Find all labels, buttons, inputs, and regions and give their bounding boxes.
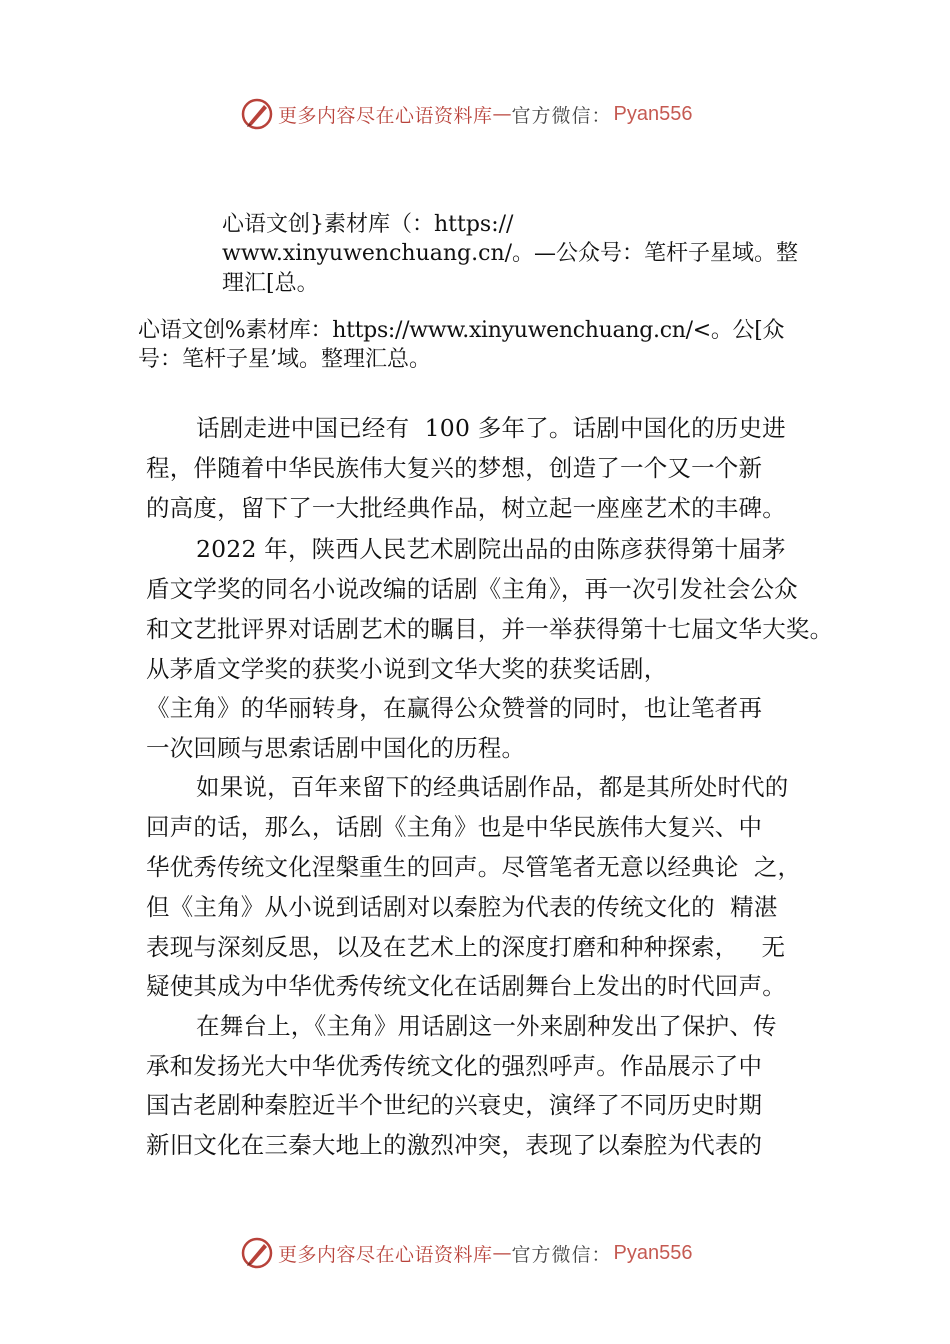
banner-text: 更多内容尽在心语资料库: [278, 1243, 493, 1266]
paragraph-line: 的高度，留下了一大批经典作品，树立起一座座艺术的丰碑。: [146, 494, 786, 522]
watermark-line: 心语文创}素材库（：https://: [222, 212, 514, 237]
paragraph-line: 如果说，百年来留下的经典话剧作品，都是其所处时代的: [196, 773, 789, 801]
paragraph-line: 国古老剧种秦腔近半个世纪的兴衰史，演绎了不同历史时期: [146, 1091, 763, 1119]
paragraph-line: 程，伴随着中华民族伟大复兴的梦想，创造了一个又一个新: [146, 454, 763, 482]
paragraph-line: 表现与深刻反思，以及在艺术上的深度打磨和种种探索， 无: [146, 933, 786, 961]
pen-logo-icon: [240, 97, 274, 131]
pen-logo-icon: [240, 1236, 274, 1270]
paragraph-line: 在舞台上，《主角》用话剧这一外来剧种发出了保护、传: [196, 1012, 777, 1040]
wechat-label: 官方微信：: [511, 104, 612, 127]
wechat-id: Pyan556: [613, 1241, 693, 1264]
wechat-id: Pyan556: [613, 102, 693, 125]
paragraph-line: 但《主角》从小说到话剧对以秦腔为代表的传统文化的 精湛: [146, 893, 778, 921]
paragraph-line: 新旧文化在三秦大地上的激烈冲突，表现了以秦腔为代表的: [146, 1131, 763, 1159]
paragraph-line: 疑使其成为中华优秀传统文化在话剧舞台上发出的时代回声。: [146, 972, 786, 1000]
watermark-line: 理汇[总。: [222, 271, 319, 296]
paragraph-line: 话剧走进中国已经有 100 多年了。话剧中国化的历史进: [196, 414, 786, 442]
paragraph-line: 和文艺批评界对话剧艺术的瞩目，并一举获得第十七届文华大奖。: [146, 615, 834, 643]
banner-dash: —: [492, 103, 512, 125]
banner-text: 更多内容尽在心语资料库: [278, 104, 493, 127]
watermark-line: www.xinyuwenchuang.cn/。—公众号：笔杆子星域。整: [222, 241, 799, 266]
paragraph-line: 2022 年，陕西人民艺术剧院出品的由陈彦获得第十届茅: [196, 535, 786, 563]
paragraph-line: 回声的话，那么，话剧《主角》也是中华民族伟大复兴、中: [146, 813, 763, 841]
wechat-label: 官方微信：: [511, 1243, 612, 1266]
banner-dash: —: [492, 1242, 512, 1264]
paragraph-line: 华优秀传统文化涅槃重生的回声。尽管笔者无意以经典论 之，: [146, 853, 802, 881]
paragraph-line: 盾文学奖的同名小说改编的话剧《主角》，再一次引发社会公众: [146, 575, 798, 603]
paragraph-line: 一次回顾与思索话剧中国化的历程。: [146, 734, 526, 762]
paragraph-line: 《主角》的华丽转身，在赢得公众赞誉的同时，也让笔者再: [146, 694, 763, 722]
footer-banner: [240, 1233, 693, 1273]
paragraph-line: 从茅盾文学奖的获奖小说到文华大奖的获奖话剧，: [146, 655, 668, 683]
watermark-line: 心语文创%素材库：https://www.xinyuwenchuang.cn/<。公[众: [138, 318, 785, 343]
paragraph-line: 承和发扬光大中华优秀传统文化的强烈呼声。作品展示了中: [146, 1052, 763, 1080]
header-banner: [240, 94, 693, 134]
watermark-line: 号：笔杆子星’域。整理汇总。: [138, 347, 431, 372]
